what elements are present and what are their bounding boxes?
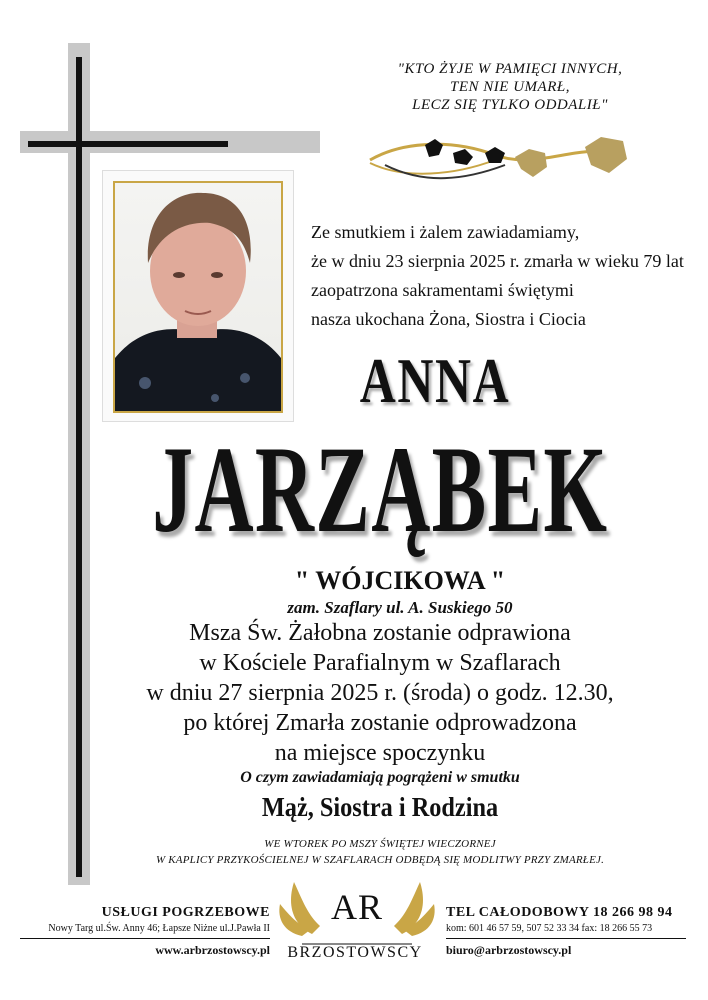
mass-line-5: na miejsce spoczynku [274, 740, 486, 766]
cross-horizontal-bar [28, 141, 228, 147]
mass-line-2: w Kościele Parafialnym w Szaflarach [199, 650, 561, 676]
portrait-illustration [115, 183, 281, 411]
quote-line-2: TEN NIE UMARŁ, [450, 79, 570, 95]
footer-divider-right [446, 938, 686, 939]
logo-company-name: BRZOSTOWSCY [287, 944, 423, 961]
funeral-mass-info [80, 618, 680, 768]
email-link[interactable]: biuro@arbrzostowscy.pl [446, 943, 572, 957]
contact-block [446, 905, 686, 958]
intro-line-3: zaopatrzona sakramentami świętymi [311, 280, 574, 300]
footer-divider-left [20, 938, 270, 939]
quote-line-3: LECZ SIĘ TYLKO ODDALIŁ" [412, 97, 608, 113]
prayer-line-2: W KAPLICY PRZYKOŚCIELNEJ W SZAFLARACH ODBĘDĄ SIĘ MODLITWY PRZY ZMARŁEJ. [155, 854, 605, 866]
mass-line-4: po której Zmarła zostanie odprowadzona [183, 710, 577, 736]
last-name: JARZĄBEK [152, 421, 609, 558]
mourners-notice: O czym zawiadamiają pogrążeni w smutku [240, 769, 520, 786]
logo-initials: AR [330, 887, 383, 927]
memorial-quote [345, 60, 675, 114]
phone-numbers: kom: 601 46 57 59, 507 52 33 34 fax: 18 266 55 73 [446, 923, 653, 934]
intro-line-2: że w dniu 23 sierpnia 2025 r. zmarła w wieku 79 lat [311, 251, 684, 271]
first-name: ANNA [359, 345, 511, 416]
website-link[interactable]: www.arbrzostowscy.pl [155, 943, 270, 957]
services-address: Nowy Targ ul.Św. Anny 46; Łapsze Niżne ul.J.Pawła II [48, 923, 270, 934]
prayer-notice [60, 836, 700, 868]
residence-address: zam. Szaflary ul. A. Suskiego 50 [287, 598, 513, 617]
portrait-photo [113, 181, 283, 413]
services-title: USŁUGI POGRZEBOWE [101, 905, 270, 920]
intro-line-4: nasza ukochana Żona, Siostra i Ciocia [311, 309, 586, 329]
nickname: " WÓJCIKOWA " [294, 566, 506, 595]
prayer-line-1: WE WTOREK PO MSZY ŚWIĘTEJ WIECZORNEJ [264, 838, 496, 850]
intro-line-1: Ze smutkiem i żalem zawiadamiamy, [311, 222, 580, 242]
announcement-intro [311, 218, 684, 334]
funeral-services-block [20, 905, 270, 958]
mass-line-3: w dniu 27 sierpnia 2025 r. (środa) o godz. 12.30, [146, 680, 614, 706]
quote-line-1: "KTO ŻYJE W PAMIĘCI INNYCH, [397, 61, 623, 77]
family-signature: Mąż, Siostra i Rodzina [261, 792, 499, 822]
vine-ornament-icon [365, 135, 650, 195]
mass-line-1: Msza Św. Żałobna zostanie odprawiona [189, 620, 571, 646]
phone-title: TEL CAŁODOBOWY 18 266 98 94 [446, 905, 673, 920]
